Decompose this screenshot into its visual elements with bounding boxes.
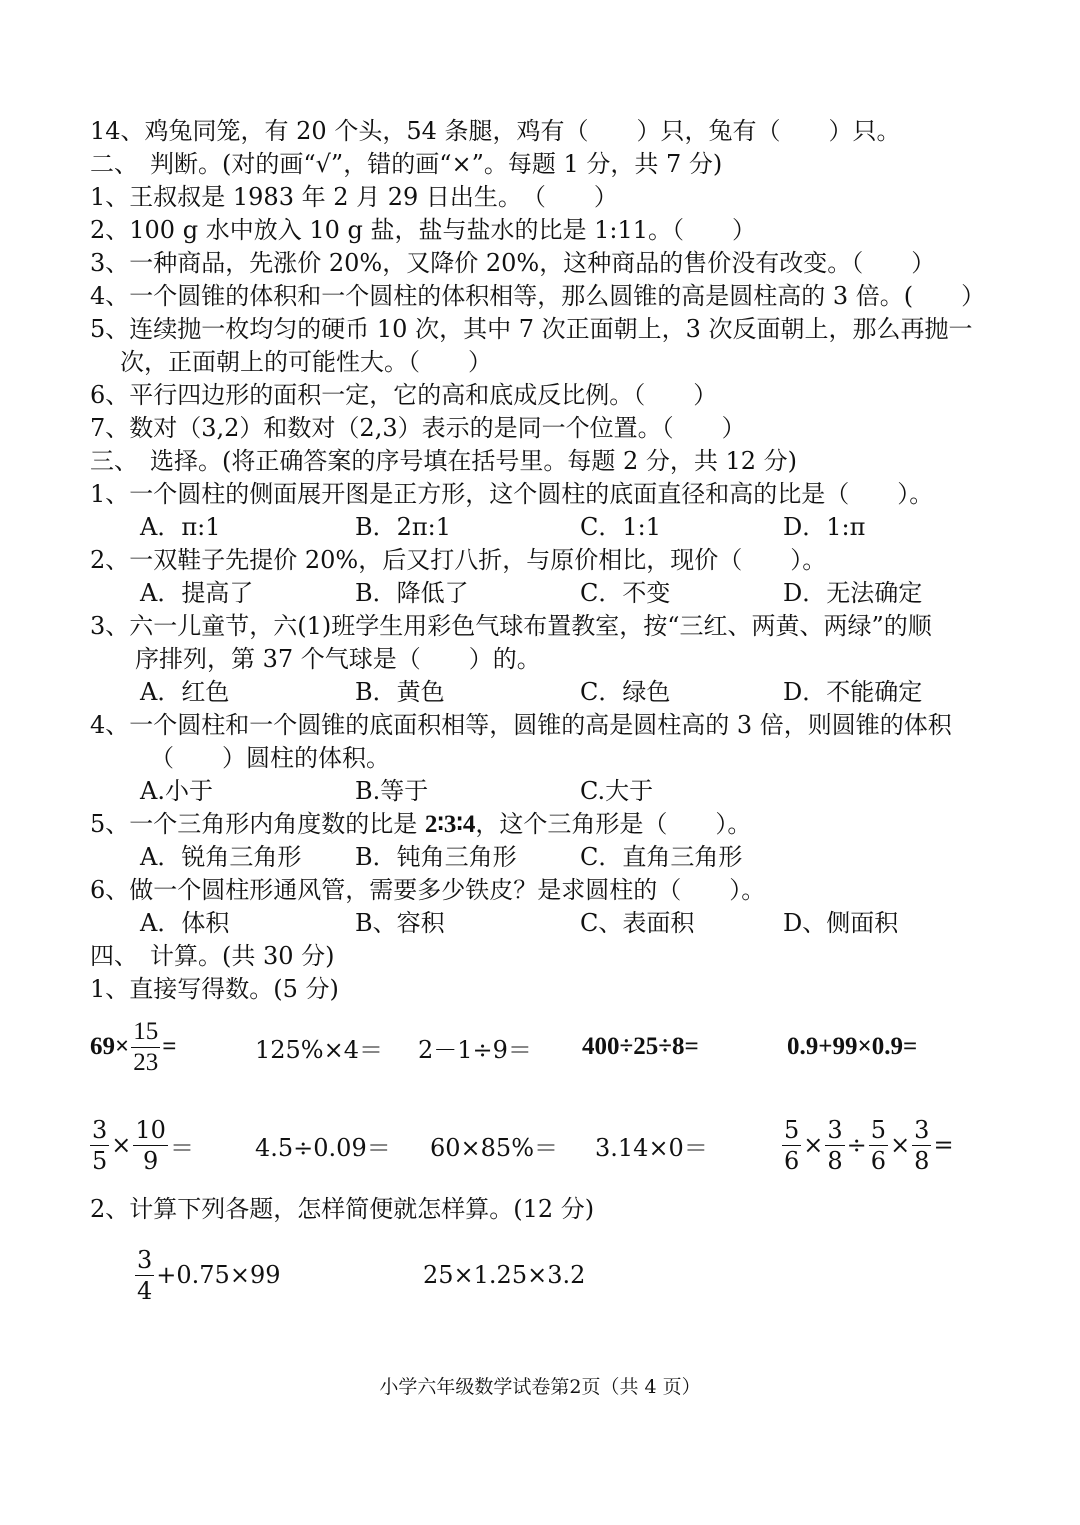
fraction-denominator: 5 [92, 1146, 108, 1175]
judge-question-4: 4、一个圆锥的体积和一个圆柱的体积相等，那么圆锥的高是圆柱高的 3 倍。( ） [90, 282, 986, 310]
fraction [825, 1115, 844, 1176]
judge-question-5-line2: 次，正面朝上的可能性大。（ ） [120, 348, 492, 376]
choice-3-option-d: D．不能确定 [783, 678, 923, 706]
choice-3-option-a: A．红色 [140, 678, 230, 706]
choice-question-4-line1: 4、一个圆柱和一个圆锥的底面积相等，圆锥的高是圆柱高的 3 倍，则圆锥的体积 [90, 711, 952, 739]
calc-expr-3.14-times: 3.14×0＝ [595, 1133, 708, 1162]
calc-part-2-heading: 2、计算下列各题，怎样简便就怎样算。(12 分) [90, 1195, 595, 1223]
operator: ÷ [846, 1131, 867, 1159]
calc-expr-25-times: 25×1.25×3.2 [423, 1261, 586, 1289]
question-14: 14、鸡兔同笼，有 20 个头，54 条腿，鸡有（ ）只，兔有（ ）只。 [90, 117, 901, 145]
choice-question-5 [90, 808, 751, 841]
fraction [90, 1115, 109, 1176]
fraction-numerator: 3 [92, 1115, 108, 1144]
choice-6-option-d: D、侧面积 [783, 909, 899, 937]
fraction-denominator: 4 [137, 1276, 153, 1305]
fraction [869, 1115, 888, 1176]
calc-expr-lead: 69× [90, 1033, 130, 1060]
section-4-heading: 四、 计算。(共 30 分) [90, 942, 335, 970]
fraction-numerator: 3 [914, 1115, 930, 1144]
choice-2-option-b: B．降低了 [355, 579, 469, 607]
fraction-numerator: 5 [784, 1115, 800, 1144]
choice-question-3-line2: 序排列，第 37 个气球是（ ）的。 [135, 645, 541, 673]
choice-question-1: 1、一个圆柱的侧面展开图是正方形，这个圆柱的底面直径和高的比是（ ）。 [90, 480, 934, 508]
choice-6-option-a: A．体积 [140, 909, 230, 937]
calc-expr-60-times: 60×85%＝ [430, 1133, 558, 1162]
fraction-numerator: 5 [870, 1115, 887, 1144]
fraction-numerator: 15 [131, 1017, 160, 1048]
choice-5-option-b: B．钝角三角形 [355, 843, 517, 871]
judge-question-2: 2、100 g 水中放入 10 g 盐，盐与盐水的比是 1:11。（ ） [90, 216, 757, 244]
calc-expr-tail: = [162, 1033, 177, 1060]
fraction-denominator: 6 [784, 1146, 800, 1175]
calc-expr-2-minus: 2－1÷9＝ [418, 1035, 532, 1064]
section-2-heading: 二、 判断。(对的画“√”，错的画“×”。每题 1 分，共 7 分) [90, 150, 723, 178]
choice-1-option-a: A．π:1 [140, 513, 221, 541]
judge-question-7: 7、数对（3,2）和数对（2,3）表示的是同一个位置。（ ） [90, 414, 746, 442]
calc-expr-0.9-plus: 0.9+99×0.9= [787, 1033, 918, 1060]
calc-expr-fraction-chain [780, 1105, 954, 1185]
fraction-numerator: 10 [135, 1115, 166, 1144]
fraction [133, 1115, 168, 1176]
choice-3-option-b: B．黄色 [355, 678, 445, 706]
choice-question-4-line2: （ ）圆柱的体积。 [150, 744, 390, 772]
choice-5-suffix: ，这个三角形是（ ）。 [475, 810, 752, 838]
choice-4-option-a: A.小于 [140, 777, 213, 805]
page-footer: 小学六年级数学试卷第2页（共 4 页） [379, 1376, 701, 1398]
fraction [131, 1017, 160, 1078]
fraction [912, 1115, 931, 1176]
choice-1-option-d: D．1:π [783, 513, 866, 541]
judge-question-1: 1、王叔叔是 1983 年 2 月 29 日出生。 （ ） [90, 183, 618, 211]
judge-question-3: 3、一种商品，先涨价 20%，又降价 20%，这种商品的售价没有改变。（ ） [90, 249, 936, 277]
fraction-denominator: 23 [133, 1048, 159, 1076]
choice-1-option-c: C．1:1 [580, 513, 661, 541]
choice-1-option-b: B．2π:1 [355, 513, 452, 541]
calc-expr-fraction-product [88, 1105, 194, 1185]
calc-expr-4.5-div: 4.5÷0.09＝ [255, 1133, 391, 1162]
choice-question-6: 6、做一个圆柱形通风管，需要多少铁皮？是求圆柱的（ ）。 [90, 876, 766, 904]
operator: × [890, 1131, 911, 1159]
calc-expr-tail: ＝ [169, 1133, 194, 1162]
calc-expr-69-times-fraction [90, 1007, 177, 1087]
choice-5-prefix: 5、一个三角形内角度数的比是 [90, 810, 425, 838]
calc-expr-tail: +0.75×99 [156, 1261, 281, 1289]
fraction-denominator: 8 [914, 1146, 930, 1175]
judge-question-5-line1: 5、连续抛一枚均匀的硬币 10 次，其中 7 次正面朝上，3 次反面朝上，那么再抛一 [90, 315, 973, 343]
fraction-denominator: 9 [143, 1146, 159, 1175]
choice-2-option-a: A．提高了 [140, 579, 254, 607]
choice-5-ratio: 2∶3∶4 [424, 811, 476, 838]
choice-5-option-a: A．锐角三角形 [140, 843, 302, 871]
fraction-numerator: 3 [137, 1245, 153, 1274]
choice-question-2: 2、一双鞋子先提价 20%，后又打八折，与原价相比，现价（ ）。 [90, 546, 827, 574]
section-3-heading: 三、 选择。(将正确答案的序号填在括号里。每题 2 分，共 12 分) [90, 447, 798, 475]
fraction [782, 1115, 801, 1176]
calc-expr-3-4-plus [133, 1235, 280, 1315]
fraction-denominator: 8 [827, 1146, 843, 1175]
calc-part-1-heading: 1、直接写得数。(5 分) [90, 975, 339, 1003]
calc-expr-tail: = [933, 1131, 954, 1159]
choice-question-3-line1: 3、六一儿童节，六(1)班学生用彩色气球布置教室，按“三红、两黄、两绿”的顺 [90, 612, 932, 640]
fraction-numerator: 3 [827, 1115, 843, 1144]
choice-5-option-c: C．直角三角形 [580, 843, 743, 871]
calc-expr-400-div: 400÷25÷8= [582, 1033, 699, 1060]
fraction [135, 1245, 154, 1306]
choice-2-option-c: C．不变 [580, 579, 671, 607]
fraction-denominator: 6 [870, 1146, 887, 1175]
choice-2-option-d: D．无法确定 [783, 579, 923, 607]
judge-question-6: 6、平行四边形的面积一定，它的高和底成反比例。（ ） [90, 381, 718, 409]
choice-4-option-c: C.大于 [580, 777, 654, 805]
choice-6-option-c: C、表面积 [580, 909, 695, 937]
choice-4-option-b: B.等于 [355, 777, 429, 805]
operator: × [111, 1131, 132, 1159]
operator: × [803, 1131, 824, 1159]
choice-6-option-b: B、容积 [355, 909, 445, 937]
choice-3-option-c: C．绿色 [580, 678, 671, 706]
calc-expr-125pct: 125%×4＝ [255, 1035, 383, 1064]
